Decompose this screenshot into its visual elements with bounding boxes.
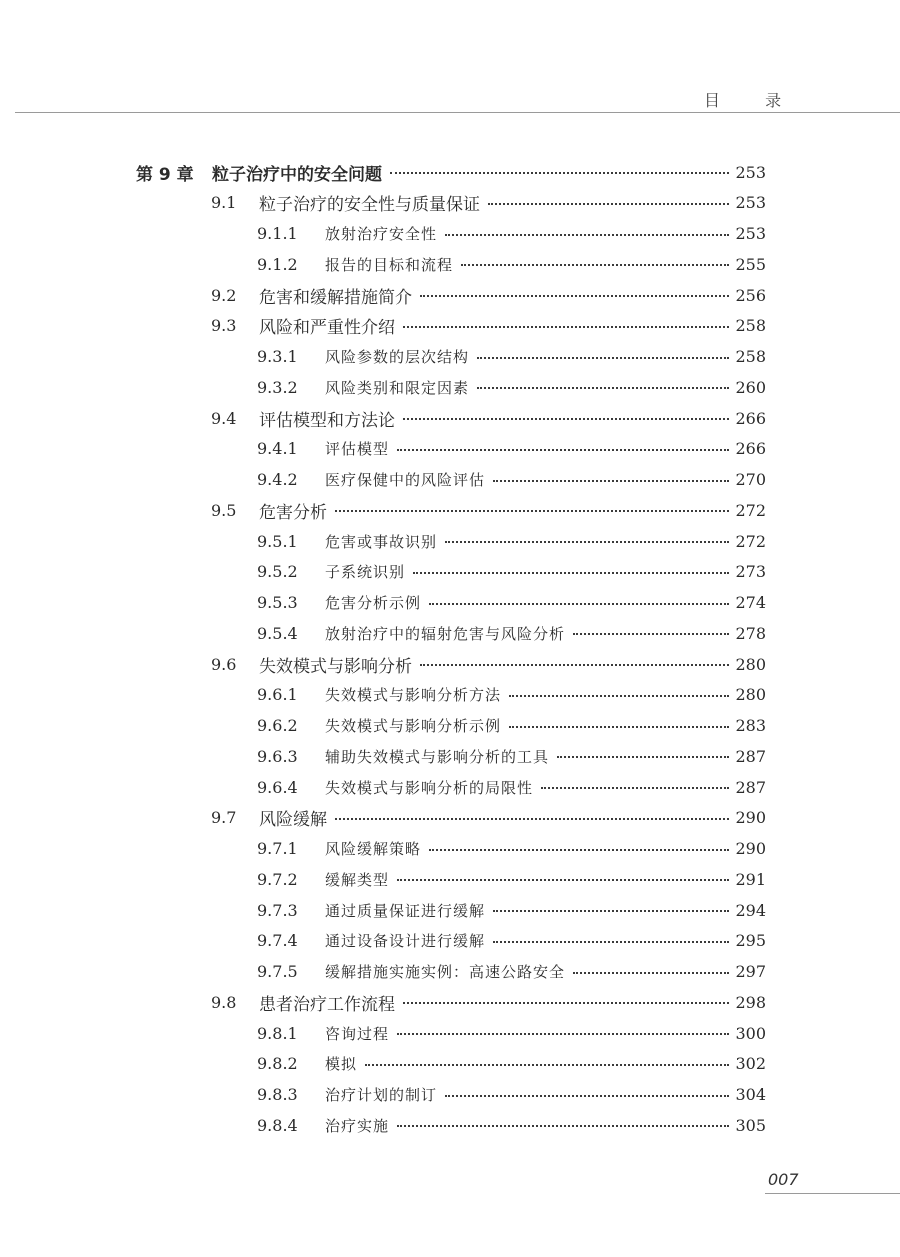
toc-section-entry[interactable] (211, 803, 766, 833)
toc-section-entry[interactable] (211, 311, 766, 341)
toc-section-entry[interactable] (211, 649, 766, 679)
toc-dot-leader (335, 510, 729, 512)
toc-section-entry[interactable] (211, 188, 766, 218)
toc-entry-page: 287 (735, 777, 766, 797)
toc-entry-title: 通过设备设计进行缓解 (325, 932, 486, 951)
running-header-title: 目 录 (704, 91, 802, 110)
toc-entry-title: 失效模式与影响分析 (259, 656, 412, 677)
toc-entry-page: 280 (735, 685, 766, 705)
toc-entry-title: 危害和缓解措施简介 (259, 287, 412, 308)
toc-dot-leader (573, 633, 729, 635)
toc-dot-leader (477, 387, 729, 389)
toc-entry-title: 缓解措施实施实例：高速公路安全 (325, 963, 566, 981)
toc-entry-page: 298 (735, 992, 766, 1012)
toc-entry-page: 266 (735, 439, 766, 459)
toc-entry-number: 9.7.2 (257, 869, 298, 889)
toc-dot-leader (413, 572, 729, 574)
toc-subsection-entry[interactable] (257, 372, 766, 402)
toc-dot-leader (429, 849, 729, 851)
toc-section-entry[interactable] (211, 987, 766, 1017)
toc-entry-title: 辅助失效模式与影响分析的工具 (325, 747, 550, 766)
toc-entry-page: 295 (735, 931, 766, 951)
toc-entry-number: 9.2 (211, 285, 237, 305)
toc-entry-page: 290 (735, 839, 766, 858)
toc-entry-title: 风险类别和限定因素 (325, 378, 470, 397)
toc-entry-title: 粒子治疗的安全性与质量保证 (259, 195, 480, 216)
toc-subsection-entry[interactable] (257, 1018, 766, 1048)
toc-entry-page: 287 (735, 746, 766, 766)
toc-entry-title: 缓解类型 (325, 870, 390, 889)
toc-dot-leader (365, 1064, 729, 1066)
toc-entry-page: 297 (735, 962, 766, 981)
toc-entry-number: 9.8 (211, 992, 237, 1012)
toc-entry-title: 医疗保健中的风险评估 (325, 471, 486, 489)
toc-entry-page: 280 (735, 654, 766, 674)
toc-subsection-entry[interactable] (257, 618, 766, 648)
toc-dot-leader (493, 941, 729, 943)
toc-entry-number: 9.7.3 (257, 900, 298, 920)
toc-entry-title: 风险和严重性介绍 (259, 318, 395, 339)
toc-entry-title: 风险缓解 (259, 810, 327, 831)
toc-subsection-entry[interactable] (257, 1049, 766, 1079)
toc-entry-title: 风险缓解策略 (325, 840, 422, 858)
toc-subsection-entry[interactable] (257, 711, 766, 741)
toc-entry-number: 9.7.4 (257, 931, 298, 951)
toc-entry-number: 9.5.2 (257, 562, 298, 582)
toc-entry-page: 283 (735, 716, 766, 735)
toc-subsection-entry[interactable] (257, 926, 766, 956)
toc-entry-page: 278 (735, 623, 766, 643)
toc-entry-title: 粒子治疗中的安全问题 (212, 164, 382, 185)
toc-dot-leader (403, 418, 729, 420)
toc-dot-leader (493, 910, 729, 912)
toc-subsection-entry[interactable] (257, 834, 766, 864)
toc-entry-number: 9.8.1 (257, 1023, 298, 1043)
toc-dot-leader (403, 1002, 729, 1004)
toc-entry-page: 253 (735, 224, 766, 243)
toc-entry-page: 266 (735, 408, 766, 428)
header-rule (15, 112, 900, 113)
toc-entry-title: 评估模型 (325, 440, 390, 459)
toc-entry-title: 危害分析示例 (325, 594, 422, 612)
toc-entry-title: 失效模式与影响分析方法 (325, 686, 502, 705)
toc-subsection-entry[interactable] (257, 957, 766, 987)
toc-dot-leader (573, 972, 729, 974)
toc-entry-number: 9.3.2 (257, 377, 298, 397)
toc-entry-page: 273 (735, 562, 766, 582)
toc-entry-title: 失效模式与影响分析示例 (325, 717, 502, 735)
toc-entry-number: 9.5.4 (257, 623, 298, 643)
toc-dot-leader (429, 603, 729, 605)
toc-entry-page: 270 (735, 470, 766, 489)
toc-subsection-entry[interactable] (257, 864, 766, 894)
toc-section-entry[interactable] (211, 403, 766, 433)
toc-subsection-entry[interactable] (257, 741, 766, 771)
toc-entry-number: 9.4 (211, 408, 237, 428)
toc-entry-number: 9.8.3 (257, 1085, 298, 1104)
toc-dot-leader (509, 726, 729, 728)
footer-rule (765, 1193, 900, 1194)
toc-entry-page: 294 (735, 900, 766, 920)
toc-entry-page: 272 (735, 531, 766, 551)
toc-chapter-entry[interactable] (136, 157, 766, 187)
toc-subsection-entry[interactable] (257, 526, 766, 556)
toc-subsection-entry[interactable] (257, 342, 766, 372)
toc-section-entry[interactable] (211, 280, 766, 310)
toc-entry-number: 9.6 (211, 654, 237, 674)
toc-dot-leader (420, 664, 729, 666)
toc-entry-title: 危害或事故识别 (325, 532, 438, 551)
toc-subsection-entry[interactable] (257, 434, 766, 464)
toc-entry-page: 253 (735, 193, 766, 213)
toc-entry-page: 253 (735, 162, 766, 182)
toc-entry-title: 放射治疗安全性 (325, 225, 438, 243)
toc-entry-page: 305 (735, 1115, 766, 1135)
toc-entry-number: 9.5 (211, 500, 237, 520)
toc-dot-leader (557, 756, 729, 758)
toc-dot-leader (420, 295, 729, 297)
toc-entry-title: 放射治疗中的辐射危害与风险分析 (325, 624, 566, 643)
toc-entry-number: 9.6.1 (257, 685, 298, 705)
toc-dot-leader (397, 449, 729, 451)
toc-entry-title: 危害分析 (259, 502, 327, 523)
toc-entry-number: 9.6.2 (257, 716, 298, 735)
toc-dot-leader (488, 203, 729, 205)
toc-entry-number: 9.5.3 (257, 593, 298, 612)
toc-entry-number: 第 9 章 (136, 164, 194, 185)
toc-entry-number: 9.3 (211, 316, 237, 336)
toc-entry-number: 9.1 (211, 193, 237, 213)
toc-entry-page: 302 (735, 1054, 766, 1074)
toc-entry-number: 9.1.2 (257, 254, 298, 274)
toc-entry-title: 评估模型和方法论 (259, 410, 395, 431)
toc-dot-leader (397, 879, 729, 881)
toc-entry-page: 304 (735, 1085, 766, 1104)
toc-entry-page: 258 (735, 347, 766, 366)
toc-entry-title: 风险参数的层次结构 (325, 348, 470, 366)
toc-dot-leader (397, 1033, 729, 1035)
toc-subsection-entry[interactable] (257, 680, 766, 710)
toc-dot-leader (493, 480, 729, 482)
toc-entry-number: 9.5.1 (257, 531, 298, 551)
toc-entry-number: 9.8.2 (257, 1054, 298, 1074)
toc-entry-number: 9.6.4 (257, 777, 298, 797)
toc-entry-number: 9.7 (211, 808, 237, 828)
toc-entry-number: 9.6.3 (257, 746, 298, 766)
toc-entry-page: 258 (735, 316, 766, 336)
toc-dot-leader (335, 818, 729, 820)
toc-entry-number: 9.7.5 (257, 962, 298, 981)
toc-entry-page: 300 (735, 1023, 766, 1043)
toc-entry-number: 9.7.1 (257, 839, 298, 858)
toc-dot-leader (390, 172, 729, 174)
page-number: 007 (768, 1170, 799, 1189)
toc-entry-title: 通过质量保证进行缓解 (325, 901, 486, 920)
toc-subsection-entry[interactable] (257, 557, 766, 587)
toc-dot-leader (541, 787, 729, 789)
toc-dot-leader (403, 326, 729, 328)
toc-entry-page: 290 (735, 808, 766, 828)
toc-entry-number: 9.4.2 (257, 470, 298, 489)
toc-dot-leader (477, 357, 729, 359)
toc-entry-title: 报告的目标和流程 (325, 255, 454, 274)
toc-entry-page: 272 (735, 500, 766, 520)
toc-entry-title: 治疗计划的制订 (325, 1086, 438, 1104)
toc-dot-leader (461, 264, 729, 266)
toc-subsection-entry[interactable] (257, 465, 766, 495)
toc-entry-number: 9.3.1 (257, 347, 298, 366)
toc-subsection-entry[interactable] (257, 895, 766, 925)
toc-entry-page: 256 (735, 285, 766, 305)
toc-entry-number: 9.1.1 (257, 224, 298, 243)
toc-subsection-entry[interactable] (257, 1080, 766, 1110)
toc-entry-page: 291 (735, 869, 766, 889)
toc-dot-leader (445, 234, 729, 236)
toc-entry-page: 260 (735, 377, 766, 397)
toc-subsection-entry[interactable] (257, 772, 766, 802)
toc-dot-leader (445, 541, 729, 543)
toc-entry-title: 治疗实施 (325, 1116, 390, 1135)
toc-subsection-entry[interactable] (257, 1110, 766, 1140)
toc-entry-number: 9.4.1 (257, 439, 298, 459)
toc-section-entry[interactable] (211, 495, 766, 525)
toc-dot-leader (445, 1095, 729, 1097)
toc-subsection-entry[interactable] (257, 588, 766, 618)
toc-entry-title: 咨询过程 (325, 1024, 390, 1043)
toc-subsection-entry[interactable] (257, 219, 766, 249)
toc-entry-page: 255 (735, 254, 766, 274)
toc-dot-leader (509, 695, 729, 697)
toc-entry-number: 9.8.4 (257, 1115, 298, 1135)
toc-subsection-entry[interactable] (257, 249, 766, 279)
toc-entry-title: 患者治疗工作流程 (259, 994, 395, 1015)
toc-entry-title: 模拟 (325, 1055, 358, 1074)
toc-entry-page: 274 (735, 593, 766, 612)
toc-entry-title: 子系统识别 (325, 563, 406, 582)
toc-dot-leader (397, 1125, 729, 1127)
toc-entry-title: 失效模式与影响分析的局限性 (325, 778, 534, 797)
